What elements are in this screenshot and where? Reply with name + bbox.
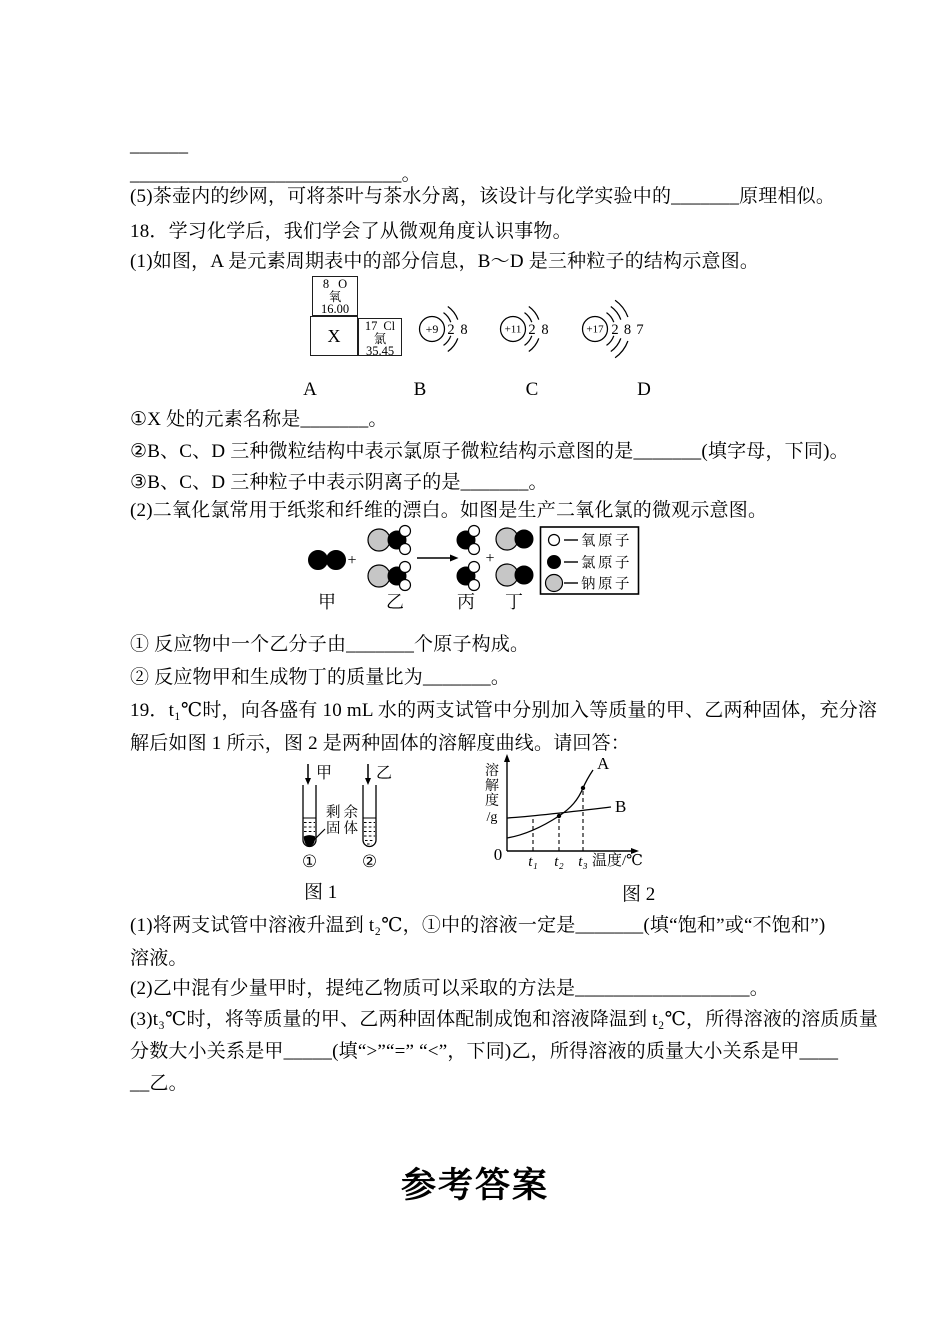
- tube2-number: ②: [361, 852, 378, 871]
- legend-chlorine-icon: [548, 556, 561, 569]
- y-axis-label-char: /g: [486, 810, 498, 825]
- substance-label-ding: 丁: [505, 592, 523, 612]
- chlorine-name: 氯: [373, 331, 387, 346]
- shell-arc: [611, 338, 621, 351]
- oxygen-name: 氧: [328, 289, 342, 304]
- molecule-ding-top: [496, 528, 533, 550]
- question-18-1-1: ①X 处的元素名称是_______。: [130, 409, 388, 430]
- question-18-1-2: ②B、C、D 三种微粒结构中表示氯原子微粒结构示意图的是_______(填字母，下同)。: [130, 441, 849, 462]
- diagram-label-A: A: [303, 379, 317, 400]
- question-19-3-line2: 分数大小关系是甲_____(填“>”“=” “<”，下同)乙，所得溶液的质量大小关系是甲____: [130, 1041, 839, 1062]
- down-arrowhead: [305, 778, 311, 785]
- tube1-number: ①: [301, 852, 318, 871]
- chlorine-atom: [515, 530, 533, 548]
- oxygen-atom: [469, 526, 480, 537]
- question-18-intro: 18．学习化学后，我们学会了从微观角度认识事物。: [130, 221, 572, 242]
- origin-label: 0: [493, 845, 503, 864]
- diagram-label-C: C: [525, 379, 539, 400]
- electron-count: 2: [611, 322, 619, 338]
- x-axis-label: 温度/℃: [592, 853, 643, 869]
- chlorine-number-symbol: [359, 320, 401, 333]
- oxygen-atom: [400, 526, 411, 537]
- molecule-ding-bottom: [496, 564, 533, 586]
- question-19-intro-1: 19．t₁℃时，向各盛有 10 mL 水的两支试管中分别加入等质量的甲、乙两种固体，充分溶: [130, 700, 878, 721]
- oxygen-atom: [400, 544, 411, 555]
- atom-legend: [541, 527, 639, 594]
- substance-label-bing: 丙: [457, 592, 475, 612]
- question-18-2-1: ① 反应物中一个乙分子由_______个原子构成。: [130, 634, 530, 655]
- molecule-bing-bottom: [457, 562, 480, 591]
- oxygen-atom: [469, 562, 480, 573]
- electron-count: 8: [460, 322, 468, 338]
- nucleus-charge: +17: [586, 323, 604, 336]
- legend-oxygen-icon: [549, 535, 560, 546]
- y-axis-arrowhead: [504, 754, 510, 762]
- intersection-point: [557, 814, 561, 818]
- question-19-intro-2: 解后如图 1 所示，图 2 是两种固体的溶解度曲线。请回答：: [130, 733, 631, 754]
- shell-arc: [529, 338, 539, 351]
- shell-arc: [444, 313, 451, 323]
- sodium-atom: [368, 565, 390, 587]
- oxygen-atom: [469, 580, 480, 591]
- answer-blank-long: ____________________________。: [130, 164, 421, 185]
- y-axis-label-char: 度: [485, 794, 499, 809]
- tick-t3: t₃: [578, 854, 588, 870]
- reference-answers-title: 参考答案: [400, 1166, 549, 1205]
- plus-sign: +: [347, 552, 357, 569]
- question-19-3-line3: __乙。: [130, 1073, 188, 1094]
- figure-2-caption: 图 2: [622, 884, 656, 905]
- tube2-add-label: 乙: [376, 765, 393, 782]
- residue-note-line2: 固体: [326, 821, 361, 837]
- question-18-2-lead: (2)二氧化氯常用于纸浆和纤维的漂白。如图是生产二氧化氯的微观示意图。: [130, 500, 768, 521]
- electron-count: 2: [447, 322, 455, 338]
- chlorine-symbol: Cl: [383, 319, 396, 333]
- question-18-2-2: ② 反应物甲和生成物丁的质量比为_______。: [130, 667, 511, 688]
- residue-note-line1: 剩余: [326, 805, 361, 821]
- substance-label-yi: 乙: [386, 592, 404, 612]
- figure-2-solubility-chart: [478, 753, 668, 905]
- chlorine-mass: 35.45: [365, 344, 395, 358]
- sodium-atom: [368, 529, 390, 551]
- oxygen-number-symbol: [313, 278, 357, 291]
- periodic-table-snippet: [310, 276, 410, 360]
- chlorine-atom: [309, 551, 328, 570]
- plus-sign: +: [485, 550, 495, 567]
- element-x-label: X: [327, 325, 341, 346]
- legend-oxygen-label: 氧原子: [581, 533, 632, 550]
- electron-count: 8: [623, 322, 632, 338]
- reaction-arrowhead: [450, 555, 459, 562]
- shell-arc: [615, 341, 628, 358]
- question-17-5: (5)茶壶内的纱网，可将茶叶与茶水分离，该设计与化学实验中的_______原理相似。: [130, 186, 836, 207]
- shell-arc: [611, 307, 621, 320]
- tube1-add-label: 甲: [316, 765, 333, 782]
- molecule-bing-top: [457, 526, 480, 555]
- reaction-diagram: [300, 522, 645, 614]
- y-axis-label-char: 解: [485, 779, 499, 794]
- molecule-yi-top: [368, 526, 411, 555]
- legend-sodium-icon: [546, 575, 563, 592]
- legend-sodium-label: 钠原子: [581, 576, 632, 593]
- diagram-label-D: D: [637, 379, 651, 400]
- curve-A: [507, 770, 593, 838]
- figure-1-caption: 图 1: [304, 882, 338, 903]
- down-arrowhead: [365, 778, 371, 785]
- shell-arc: [448, 338, 458, 351]
- element-cell-oxygen: [312, 276, 358, 316]
- diagram-label-B: B: [413, 379, 427, 400]
- ion-diagram-D: [576, 296, 686, 362]
- element-cell-x: [310, 316, 358, 356]
- curve-A-label: A: [597, 754, 610, 773]
- question-19-1-line1: (1)将两支试管中溶液升温到 t₂℃，①中的溶液一定是_______(填“饱和”或“不饱和”): [130, 915, 826, 936]
- curve-A-point: [581, 786, 585, 790]
- test-tube-2: [363, 785, 376, 847]
- chlorine-atomic-number: 17: [364, 319, 378, 333]
- question-19-2: (2)乙中混有少量甲时，提纯乙物质可以采取的方法是__________________。: [130, 978, 769, 999]
- shell-arc: [448, 307, 458, 320]
- molecule-yi-bottom: [368, 562, 411, 591]
- y-axis-label-char: 溶: [485, 764, 499, 779]
- oxygen-atomic-number: 8: [322, 277, 330, 291]
- question-19-1-line2: 溶液。: [130, 948, 188, 969]
- shell-arc: [529, 307, 539, 320]
- electron-count: 2: [528, 322, 536, 338]
- element-cell-chlorine: [358, 318, 402, 356]
- oxygen-symbol: O: [338, 277, 348, 291]
- electron-count: 8: [541, 322, 549, 338]
- oxygen-atom: [400, 562, 411, 573]
- oxygen-mass: 16.00: [320, 302, 350, 316]
- shell-arc: [607, 313, 614, 323]
- nucleus-charge: +11: [504, 323, 522, 336]
- chlorine-atom: [327, 551, 346, 570]
- oxygen-atom: [400, 580, 411, 591]
- tick-t2: t₂: [554, 854, 564, 870]
- nucleus-charge: +9: [425, 322, 439, 336]
- figure-1-test-tubes: [285, 755, 420, 905]
- shell-arc: [525, 313, 532, 323]
- electron-count: 7: [636, 322, 644, 338]
- question-18-1-3: ③B、C、D 三种粒子中表示阴离子的是_______。: [130, 472, 548, 493]
- chlorine-atom: [515, 566, 533, 584]
- oxygen-atom: [469, 544, 480, 555]
- substance-label-jia: 甲: [318, 592, 336, 612]
- legend-chlorine-label: 氯原子: [581, 555, 632, 572]
- shell-arc: [615, 300, 628, 317]
- curve-B-label: B: [615, 797, 627, 816]
- answer-blank-short: ______: [130, 135, 189, 156]
- question-19-3-line1: (3)t₃℃时，将等质量的甲、乙两种固体配制成饱和溶液降温到 t₂℃，所得溶液的溶质质量: [130, 1009, 879, 1030]
- tick-t1: t₁: [528, 854, 538, 870]
- question-18-1-lead: (1)如图，A 是元素周期表中的部分信息，B～D 是三种粒子的结构示意图。: [130, 251, 760, 272]
